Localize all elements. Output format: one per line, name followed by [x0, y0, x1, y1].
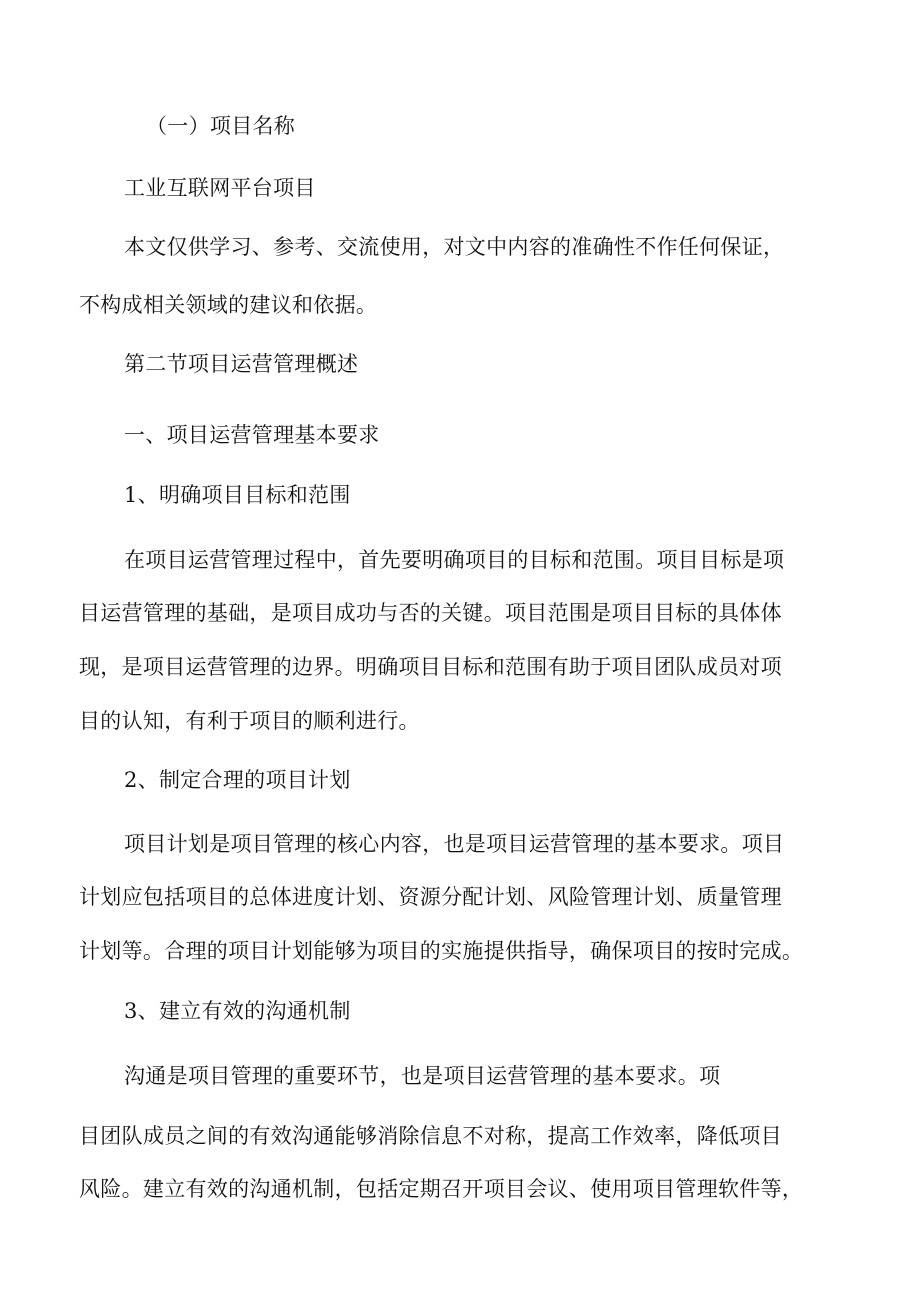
project-name-heading: （一）项目名称: [146, 114, 296, 138]
item-1-line-2: 目运营管理的基础，是项目成功与否的关键。项目范围是项目目标的具体体: [79, 601, 782, 625]
item-1-line-1: 在项目运营管理过程中，首先要明确项目的目标和范围。项目目标是项: [124, 548, 785, 572]
item-3-line-2: 目团队成员之间的有效沟通能够消除信息不对称，提高工作效率，降低项目: [79, 1124, 782, 1148]
disclaimer-line-1: 本文仅供学习、参考、交流使用，对文中内容的准确性不作任何保证，: [124, 235, 785, 259]
item-2-line-3: 计划等。合理的项目计划能够为项目的实施提供指导，确保项目的按时完成。: [79, 939, 804, 963]
item-2-heading: 2、制定合理的项目计划: [124, 768, 351, 792]
item-3-heading: 3、建立有效的沟通机制: [124, 999, 351, 1023]
item-2-line-2: 计划应包括项目的总体进度计划、资源分配计划、风险管理计划、质量管理: [79, 885, 782, 909]
section-title: 第二节项目运营管理概述: [124, 352, 359, 376]
item-1-line-3: 现，是项目运营管理的边界。明确项目目标和范围有助于项目团队成员对项: [79, 655, 782, 679]
item-1-heading: 1、明确项目目标和范围: [124, 483, 351, 507]
disclaimer-line-2: 不构成相关领域的建议和依据。: [79, 293, 378, 317]
item-3-line-1: 沟通是项目管理的重要环节，也是项目运营管理的基本要求。项: [124, 1064, 721, 1088]
item-2-line-1: 项目计划是项目管理的核心内容，也是项目运营管理的基本要求。项目: [124, 832, 785, 856]
subsection-title: 一、项目运营管理基本要求: [124, 423, 380, 447]
item-1-line-4: 目的认知，有利于项目的顺利进行。: [79, 709, 420, 733]
item-3-line-3: 风险。建立有效的沟通机制，包括定期召开项目会议、使用项目管理软件等，: [79, 1177, 804, 1201]
project-name: 工业互联网平台项目: [124, 176, 316, 200]
